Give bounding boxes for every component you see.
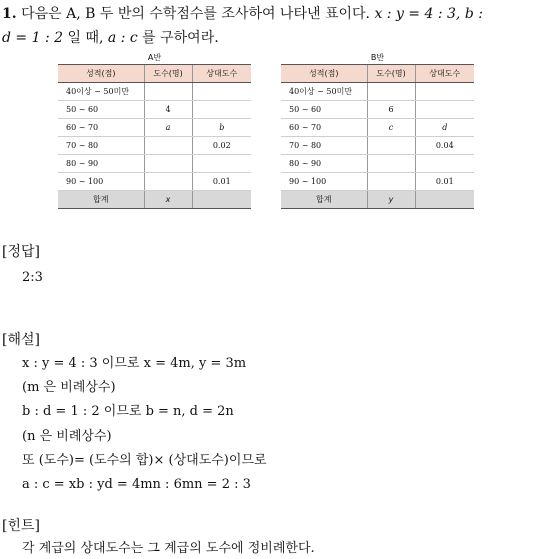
freq-cell: c: [367, 119, 415, 137]
frequency-table: [281, 64, 474, 209]
rel-cell: [192, 155, 251, 173]
total-rel: [415, 191, 474, 209]
table-row: [281, 173, 474, 191]
table-row: [281, 83, 474, 101]
question-text-3: 를 구하여라.: [142, 30, 219, 46]
table-row: [281, 155, 474, 173]
class-cell: 40이상 ~ 50미만: [281, 83, 367, 101]
rel-cell: 0.01: [415, 173, 474, 191]
explanation-line: 또 (도수)= (도수의 합)× (상대도수)이므로: [22, 453, 267, 468]
table-row: [58, 137, 251, 155]
explanation-line: x : y = 4 : 3 이므로 x = 4m, y = 3m: [22, 356, 247, 371]
table-b: [281, 52, 474, 209]
table-title: A반: [147, 53, 162, 62]
rel-cell: d: [415, 119, 474, 137]
header-score: 성적(점): [281, 65, 367, 83]
class-cell: 90 ~ 100: [281, 173, 367, 191]
header-frequency: 도수(명): [367, 65, 415, 83]
question-text-2: 일 때,: [67, 30, 104, 46]
question: [2, 2, 531, 50]
class-cell: 50 ~ 60: [58, 101, 144, 119]
hint-label: [힌트]: [2, 518, 40, 534]
hint-text: 각 계급의 상대도수는 그 계급의 도수에 정비례한다.: [22, 541, 315, 556]
question-text: 다음은 A, B 두 반의 수학점수를 조사하여 나타낸 표이다.: [21, 6, 370, 22]
rel-cell: [415, 155, 474, 173]
freq-cell: [144, 83, 192, 101]
freq-cell: a: [144, 119, 192, 137]
table-row: [58, 101, 251, 119]
total-freq: y: [367, 191, 415, 209]
rel-cell: [192, 83, 251, 101]
explanation-line: b : d = 1 : 2 이므로 b = n, d = 2n: [22, 404, 234, 419]
explanation-line: (m 은 비례상수): [22, 380, 116, 395]
freq-cell: [144, 137, 192, 155]
total-row: [281, 191, 474, 209]
class-cell: 50 ~ 60: [281, 101, 367, 119]
class-cell: 80 ~ 90: [58, 155, 144, 173]
table-title: B반: [370, 53, 385, 62]
header-score: 성적(점): [58, 65, 144, 83]
target-ratio: a : c: [107, 30, 138, 46]
total-freq: x: [144, 191, 192, 209]
condition-b: b :: [464, 6, 483, 22]
total-rel: [192, 191, 251, 209]
condition-d: d = 1 : 2: [2, 30, 64, 46]
class-cell: 70 ~ 80: [58, 137, 144, 155]
freq-cell: 4: [144, 101, 192, 119]
rel-cell: 0.02: [192, 137, 251, 155]
table-row: [281, 137, 474, 155]
explanation-label: [해설]: [2, 332, 40, 348]
rel-cell: [415, 83, 474, 101]
freq-cell: [367, 173, 415, 191]
explanation-line: a : c = xb : yd = 4mn : 6mn = 2 : 3: [22, 477, 251, 492]
freq-cell: [144, 155, 192, 173]
table-row: [281, 101, 474, 119]
freq-cell: 6: [367, 101, 415, 119]
class-cell: 60 ~ 70: [281, 119, 367, 137]
rel-cell: [415, 101, 474, 119]
total-label: 합계: [281, 191, 367, 209]
total-row: [58, 191, 251, 209]
freq-cell: [367, 155, 415, 173]
table-row: [58, 83, 251, 101]
class-cell: 60 ~ 70: [58, 119, 144, 137]
table-row: [58, 155, 251, 173]
class-cell: 80 ~ 90: [281, 155, 367, 173]
answer-label: [정답]: [2, 244, 40, 260]
freq-cell: [367, 83, 415, 101]
rel-cell: [192, 101, 251, 119]
total-label: 합계: [58, 191, 144, 209]
question-number: 1.: [2, 6, 17, 22]
header-relative: 상대도수: [192, 65, 251, 83]
condition-xy: x : y = 4 : 3,: [374, 6, 461, 22]
header-frequency: 도수(명): [144, 65, 192, 83]
class-cell: 70 ~ 80: [281, 137, 367, 155]
table-row: [58, 119, 251, 137]
class-cell: 90 ~ 100: [58, 173, 144, 191]
class-cell: 40이상 ~ 50미만: [58, 83, 144, 101]
frequency-table: [58, 64, 251, 209]
header-relative: 상대도수: [415, 65, 474, 83]
answer-value: 2:3: [22, 270, 43, 285]
rel-cell: 0.04: [415, 137, 474, 155]
rel-cell: 0.01: [192, 173, 251, 191]
table-row: [58, 173, 251, 191]
freq-cell: [367, 137, 415, 155]
table-row: [281, 119, 474, 137]
table-a: [58, 52, 251, 209]
freq-cell: [144, 173, 192, 191]
explanation-line: (n 은 비례상수): [22, 429, 112, 444]
rel-cell: b: [192, 119, 251, 137]
